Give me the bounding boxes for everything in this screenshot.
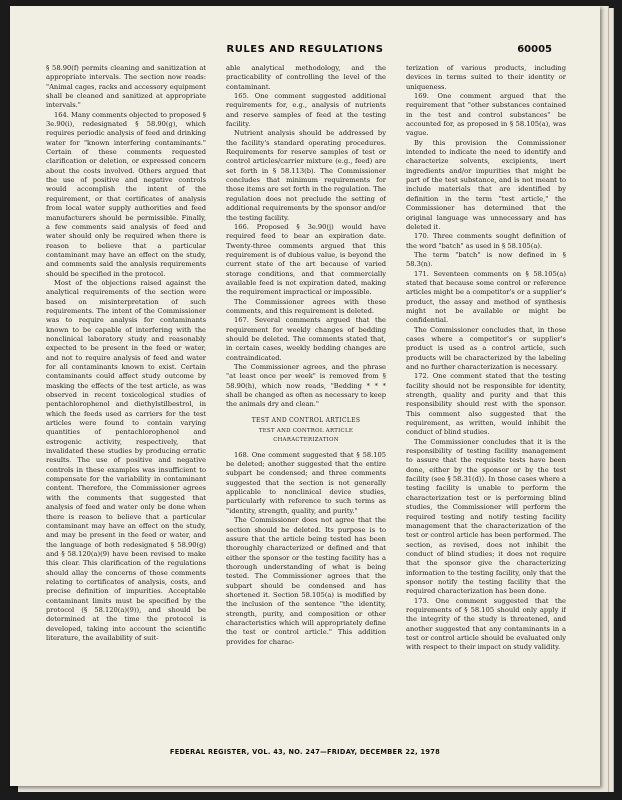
paragraph: Nutrient analysis should be addressed by the facility's standard operating procedures. Requirements for reserve samples of test or control articles/carrier mixture (e.g., feed) are set forth in § 58.113(b). The Commissioner concludes that minimum requirements for those items are set forth in the regulation. The regulation does not preclude the setting of additional requirements by the sponsor and/or the testing facility. xyxy=(226,129,386,222)
paragraph: 173. One comment suggested that the requirements of § 58.105 should only apply if the integrity of the study is threatened, and another suggested that any contaminants in a test or control article should be evaluated only with respect to their impact on study validity. xyxy=(406,596,566,652)
paragraph: 166. Proposed § 3e.90(j) would have required feed to bear an expiration date. Twenty-three comments argued that this requirement is of dubious value, is beyond the current state of the art because of varied storage conditions, and that commercially available feed is not expiration dated, making the requirement impractical or impossible. xyxy=(226,222,386,297)
paragraph: The Commissioner agrees with these comments, and this requirement is deleted. xyxy=(226,297,386,315)
page-header xyxy=(10,44,600,58)
section-heading: TEST AND CONTROL ARTICLES xyxy=(251,416,361,424)
subsection-heading: TEST AND CONTROL ARTICLE CHARACTERIZATION xyxy=(258,428,354,444)
paragraph: 167. Several comments argued that the requirement for weekly changes of bedding should be deleted. The comments stated that, in certain cases, weekly bedding changes are contraindicated. xyxy=(226,316,386,362)
paragraph: § 58.90(f) permits cleaning and sanitization at appropriate intervals. The section now reads: "Animal cages, racks and accessory equipment shall be cleaned and sanitized at appropriate intervals." xyxy=(46,64,206,110)
paragraph: 169. One comment argued that the requirement that "other substances contained in the test and control substances" be accounted for, as proposed in § 58.105(a), was vague. xyxy=(406,92,566,138)
paragraph: 168. One comment suggested that § 58.105 be deleted; another suggested that the entire subpart be condensed; and three comments suggested that the section is not generally applicable to nonclinical device studies, particularly with reference to such terms as "identity, strength, quality, and purity." xyxy=(226,450,386,515)
page-footer: FEDERAL REGISTER, VOL. 43, NO. 247—FRIDAY, DECEMBER 22, 1978 xyxy=(169,748,441,756)
paragraph: 164. Many comments objected to proposed § 3e.90(i), redesignated § 58.90(g), which requires periodic analysis of feed and drinking water for "known interfering contaminants." Certain of these comments requested clarification or deletion, or expressed concern about the costs involved. Others argued that the use of positive and negative controls would accomplish the intent of the requirement, or that certificates of analysis from local water supply authorities and feed manufacturers should be permissible. Finally, a few comments said analysis of feed and water should only be required when there is reason to believe that a particular contaminant may have an effect on the study, and comments said the analysis requirements should be specified in the protocol. xyxy=(46,110,206,278)
paragraph: The Commissioner does not agree that the section should be deleted. Its purpose is to assure that the article being tested has been thoroughly characterized or defined and that either the sponsor or the testing facility has a thorough understanding of what is being tested. The Commissioner agrees that the subpart should be condensed and has shortened it. Section 58.105(a) is modified by the inclusion of the sentence "the identity, strength, purity, and composition or other characteristics which will appropriately define the test or control article." This addition provides for charac- xyxy=(226,516,386,646)
paragraph: 172. One comment stated that the testing facility should not be responsible for identity, strength, quality and purity and that this responsibility should rest with the sponsor. This comment also suggested that the requirement, as written, would inhibit the conduct of blind studies. xyxy=(406,372,566,437)
paragraph: The Commissioner concludes that, in those cases where a competitor's or supplier's product is used as a control article, such products will be characterized by the labeling and no further characterization is necessary. xyxy=(406,325,566,371)
running-title: RULES AND REGULATIONS xyxy=(226,44,384,55)
paragraph: 170. Three comments sought definition of the word "batch" as used in § 58.105(a). xyxy=(406,232,566,250)
paragraph: terization of various products, including devices in terms suited to their identity or uniqueness. xyxy=(406,64,566,91)
text-column-3 xyxy=(406,64,566,732)
paragraph: Most of the objections raised against the analytical requirements of the section were based on misinterpretation of such requirements. The intent of the Commissioner was to require analysis for contaminants known to be capable of interfering with the nonclinical laboratory study and reasonably expected to be present in the feed or water, and not to require analysis of feed and water for all contaminants known to exist. Certain contaminants could affect study outcome by masking the effects of the test article, as was observed in recent toxicological studies of pentachlorophenol and diethylstilbestrol, in which the feeds used as carriers for the test articles were found to contain varying quantities of pentachlorophenol and estrogenic activity, respectively, that invalidated these studies by producing erratic results. The use of positive and negative controls in these examples was insufficient to compensate for the variability in contaminant content. Therefore, the Commissioner agrees with the comments that suggested that analysis of feed and water only be done when there is reason to believe that a particular contaminant may have an effect on the study, and may be present in the feed or water, and the language of both redesignated § 58.90(g) and § 58.120(a)(9) have been revised to make this clear. This clarification of the regulations should allay the concerns of those comments relating to certificates of analysis, costs, and precise definition of impurities. Acceptable contaminant limits must be specified by the protocol (§ 58.120(a)(9)), and should be determined at the time the protocol is developed, taking into account the scientific literature, the availability of suit- xyxy=(46,278,206,642)
paragraph: The term "batch" is now defined in § 58.3(n). xyxy=(406,250,566,269)
paragraph: The Commissioner agrees, and the phrase "at least once per week" is removed from § 58.90(h), which now reads, "Bedding * * * shall be changed as often as necessary to keep the animals dry and clean." xyxy=(226,363,386,409)
paragraph: 171. Seventeen comments on § 58.105(a) stated that because some control or reference articles might be a competitor's or a supplier's product, the assay and method of synthesis might not be available or might be confidential. xyxy=(406,269,566,325)
page-number: 60005 xyxy=(517,44,552,55)
document-page xyxy=(10,6,600,786)
paragraph: The Commissioner concludes that it is the responsibility of testing facility management to assure that the requisite tests have been done, either by the sponsor or by the test facility (see § 58.31(d)). In those cases where a testing facility is unable to perform the characterization test or is performing blind studies, the Commissioner will perform the required testing and notify testing facility management that the characterization of the test or control article has been performed. The section, as revised, does not inhibit the conduct of blind studies; it does not require that the sponsor give the characterizing information to the testing facility, only that the sponsor notify the testing facility that the required characterization has been done. xyxy=(406,437,566,596)
paragraph: By this provision the Commissioner intended to indicate the need to identify and characterize solvents, excipients, inert ingredients and/or impurities that might be part of the test substance, and is not meant to include materials that are identified by definition in the term "test article," the Commissioner has determined that the original language was unnecessary and has deleted it. xyxy=(406,138,566,231)
text-column-1 xyxy=(46,64,206,732)
paragraph: able analytical methodology, and the practicability of controlling the level of the contaminant. xyxy=(226,64,386,91)
text-column-2 xyxy=(226,64,386,732)
paragraph: 165. One comment suggested additional requirements for, e.g., analysis of nutrients and reserve samples of feed at the testing facility. xyxy=(226,92,386,129)
